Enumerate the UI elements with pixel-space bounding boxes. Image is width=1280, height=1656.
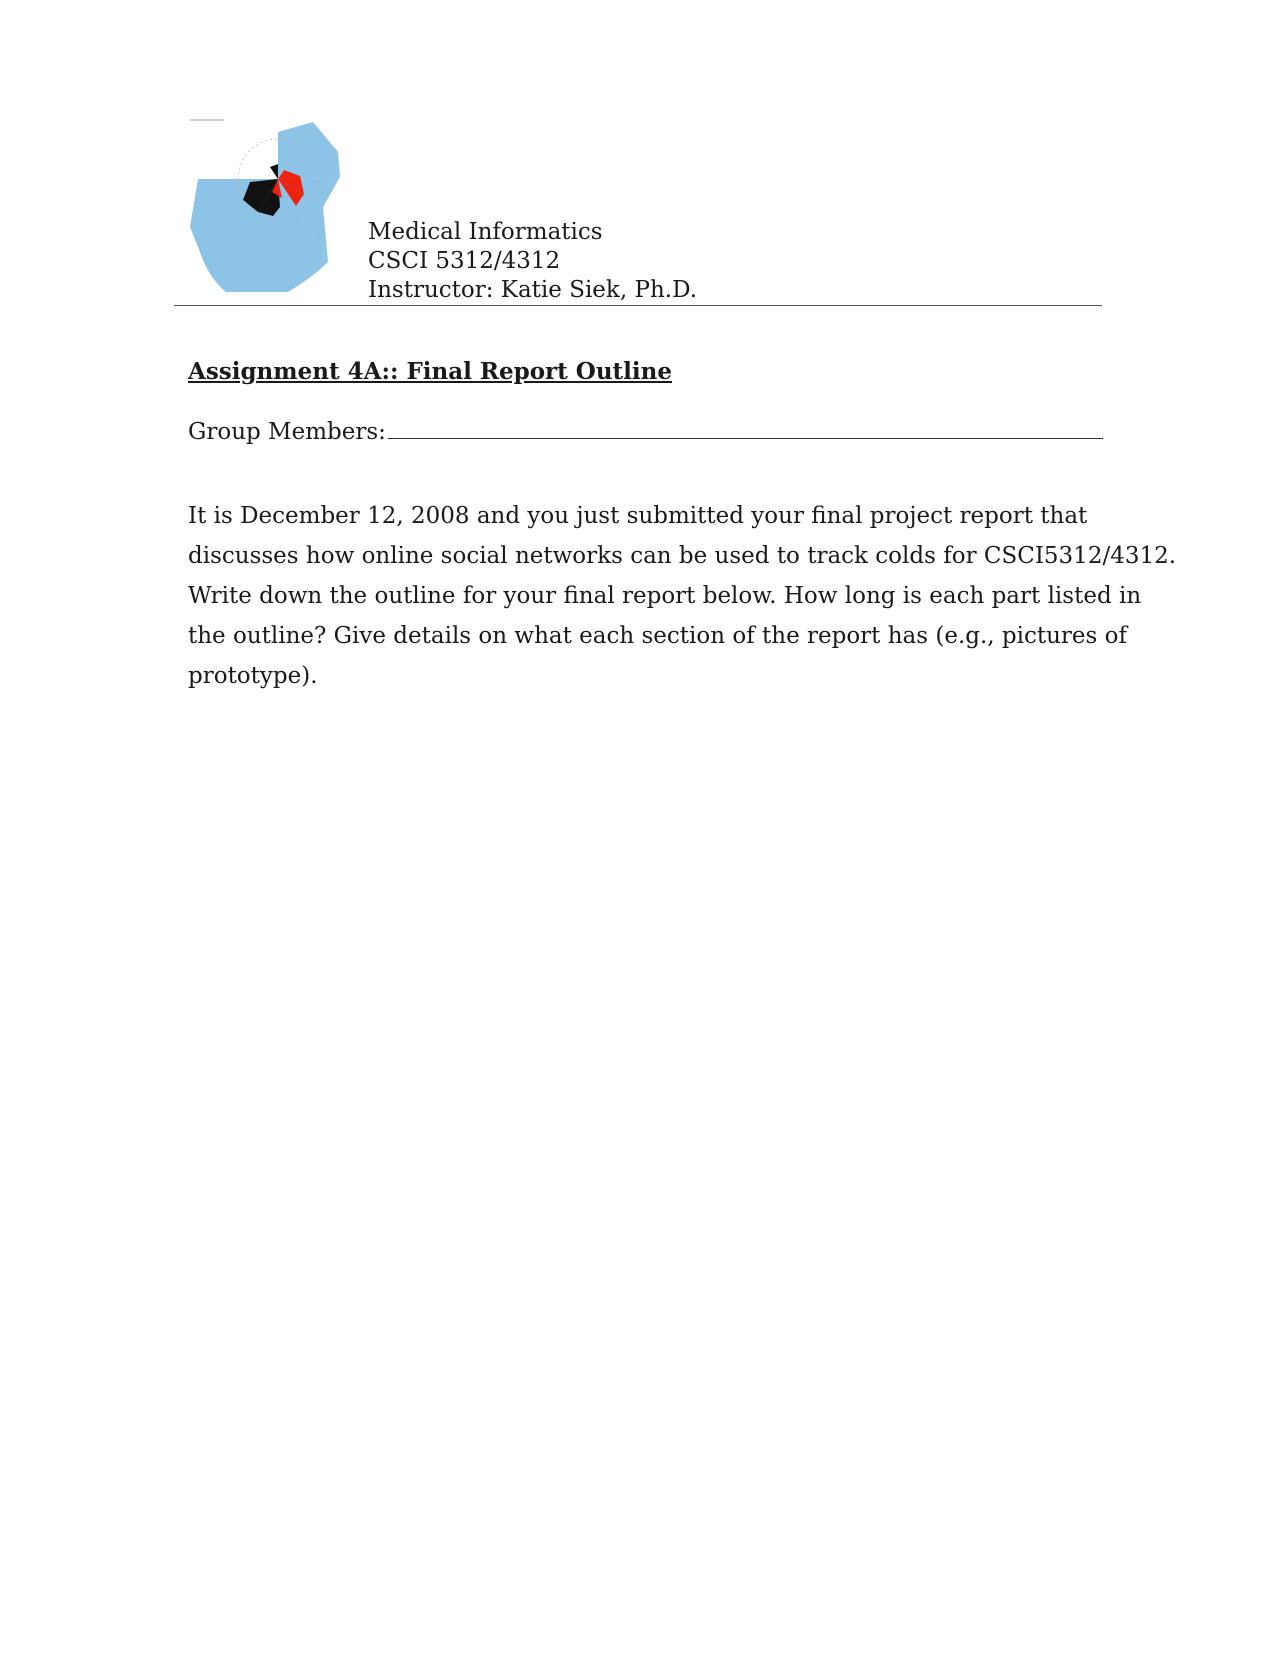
- course-number: CSCI 5312/4312: [368, 248, 561, 274]
- course-name: Medical Informatics: [368, 219, 603, 245]
- header-divider: [174, 305, 1102, 306]
- group-members-row: [188, 418, 1103, 445]
- instruction-line: It is December 12, 2008 and you just submitted your final project report that: [188, 503, 1088, 529]
- instruction-line: Write down the outline for your final report below. How long is each part listed in: [188, 583, 1142, 609]
- group-members-label: Group Members:: [188, 419, 386, 445]
- assignment-title: Assignment 4A:: Final Report Outline: [188, 358, 673, 385]
- instruction-line: prototype).: [188, 663, 318, 689]
- instruction-line: discusses how online social networks can be used to track colds for CSCI5312/4312.: [188, 543, 1177, 569]
- polar-area-logo-icon: [188, 112, 348, 304]
- course-header: [368, 218, 697, 305]
- course-logo: [188, 112, 348, 304]
- group-members-blank[interactable]: [388, 418, 1103, 439]
- instructor-name: Instructor: Katie Siek, Ph.D.: [368, 277, 698, 303]
- instructions-paragraph: [188, 496, 1177, 696]
- instruction-line: the outline? Give details on what each section of the report has (e.g., pictures of: [188, 623, 1128, 649]
